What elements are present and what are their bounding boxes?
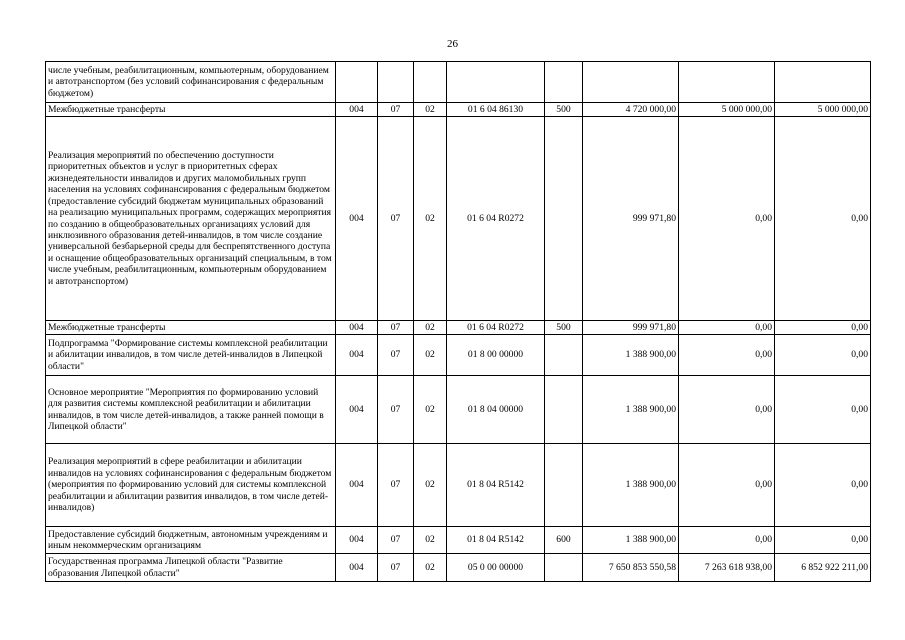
row-section-code: 07 bbox=[378, 335, 414, 376]
table-row bbox=[46, 117, 871, 321]
row-target-article: 05 0 00 00000 bbox=[447, 554, 545, 582]
row-name: числе учебным, реабилитационным, компьютерным, оборудованием и автотранспортом (без условий софинансирования с федеральным бюджетом) bbox=[46, 62, 336, 103]
row-subsection-code bbox=[414, 62, 447, 103]
row-amount-year-2: 0,00 bbox=[679, 376, 775, 444]
row-subsection-code: 02 bbox=[414, 117, 447, 321]
row-subsection-code: 02 bbox=[414, 444, 447, 527]
row-amount-year-3: 0,00 bbox=[775, 444, 871, 527]
budget-table bbox=[45, 61, 871, 582]
row-expense-type bbox=[545, 62, 583, 103]
row-section-code bbox=[378, 62, 414, 103]
table-row bbox=[46, 376, 871, 444]
row-name: Межбюджетные трансферты bbox=[46, 321, 336, 335]
row-target-article: 01 6 04 86130 bbox=[447, 103, 545, 117]
row-section-code: 07 bbox=[378, 444, 414, 527]
row-amount-year-3: 0,00 bbox=[775, 527, 871, 554]
row-amount-year-2: 0,00 bbox=[679, 527, 775, 554]
row-subsection-code: 02 bbox=[414, 321, 447, 335]
row-ministry-code bbox=[336, 62, 378, 103]
row-ministry-code: 004 bbox=[336, 335, 378, 376]
row-section-code: 07 bbox=[378, 376, 414, 444]
table-row bbox=[46, 554, 871, 582]
row-amount-year-1: 1 388 900,00 bbox=[583, 376, 679, 444]
row-name: Реализация мероприятий по обеспечению доступности приоритетных объектов и услуг в приоритетных сферах жизнедеятельности инвалидов и других маломобильных групп населения на условиях софинансирования с федеральным бюджетом (предоставление субсидий бюджетам муниципальных образований на реализацию муниципальных программ, содержащих мероприятия по созданию в общеобразовательных организациях условий для инклюзивного образования детей-инвалидов, в том числе создание универсальной безбарьерной среды для беспрепятственного доступа и оснащение общеобразовательных организаций специальным, в том числе учебным, реабилитационным, компьютерным оборудованием и автотранспортом) bbox=[46, 117, 336, 321]
row-subsection-code: 02 bbox=[414, 335, 447, 376]
table-row bbox=[46, 527, 871, 554]
table-row bbox=[46, 321, 871, 335]
row-target-article: 01 6 04 R0272 bbox=[447, 117, 545, 321]
row-amount-year-2: 7 263 618 938,00 bbox=[679, 554, 775, 582]
row-section-code: 07 bbox=[378, 103, 414, 117]
row-expense-type bbox=[545, 376, 583, 444]
row-amount-year-1 bbox=[583, 62, 679, 103]
table-row bbox=[46, 103, 871, 117]
row-section-code: 07 bbox=[378, 554, 414, 582]
row-amount-year-1: 7 650 853 550,58 bbox=[583, 554, 679, 582]
row-name: Реализация мероприятий в сфере реабилитации и абилитации инвалидов на условиях софинансирования с федеральным бюджетом (мероприятия по формированию условий для системы комплексной реабилитации и абилитации развития инвалидов, в том числе детей-инвалидов) bbox=[46, 444, 336, 527]
row-expense-type bbox=[545, 117, 583, 321]
row-amount-year-3: 5 000 000,00 bbox=[775, 103, 871, 117]
row-amount-year-3: 0,00 bbox=[775, 117, 871, 321]
page-number: 26 bbox=[447, 38, 458, 50]
row-amount-year-1: 1 388 900,00 bbox=[583, 527, 679, 554]
row-amount-year-2 bbox=[679, 62, 775, 103]
row-target-article: 01 6 04 R0272 bbox=[447, 321, 545, 335]
row-target-article: 01 8 04 R5142 bbox=[447, 444, 545, 527]
row-ministry-code: 004 bbox=[336, 321, 378, 335]
row-expense-type bbox=[545, 335, 583, 376]
row-ministry-code: 004 bbox=[336, 376, 378, 444]
row-amount-year-2: 0,00 bbox=[679, 335, 775, 376]
row-amount-year-1: 999 971,80 bbox=[583, 321, 679, 335]
row-amount-year-1: 999 971,80 bbox=[583, 117, 679, 321]
table-row bbox=[46, 335, 871, 376]
row-ministry-code: 004 bbox=[336, 554, 378, 582]
row-section-code: 07 bbox=[378, 117, 414, 321]
row-target-article bbox=[447, 62, 545, 103]
row-ministry-code: 004 bbox=[336, 527, 378, 554]
row-expense-type bbox=[545, 554, 583, 582]
row-name: Межбюджетные трансферты bbox=[46, 103, 336, 117]
row-ministry-code: 004 bbox=[336, 103, 378, 117]
row-subsection-code: 02 bbox=[414, 527, 447, 554]
row-amount-year-3: 0,00 bbox=[775, 376, 871, 444]
row-amount-year-3 bbox=[775, 62, 871, 103]
row-target-article: 01 8 04 R5142 bbox=[447, 527, 545, 554]
row-expense-type bbox=[545, 444, 583, 527]
row-ministry-code: 004 bbox=[336, 117, 378, 321]
row-amount-year-1: 1 388 900,00 bbox=[583, 335, 679, 376]
row-amount-year-1: 4 720 000,00 bbox=[583, 103, 679, 117]
row-ministry-code: 004 bbox=[336, 444, 378, 527]
row-name: Основное мероприятие "Мероприятия по формированию условий для развития системы комплексной реабилитации и абилитации инвалидов, в том числе детей-инвалидов, а также ранней помощи в Липецкой области" bbox=[46, 376, 336, 444]
row-section-code: 07 bbox=[378, 321, 414, 335]
row-subsection-code: 02 bbox=[414, 103, 447, 117]
row-name: Государственная программа Липецкой области "Развитие образования Липецкой области" bbox=[46, 554, 336, 582]
row-amount-year-2: 0,00 bbox=[679, 444, 775, 527]
row-expense-type: 500 bbox=[545, 321, 583, 335]
row-expense-type: 500 bbox=[545, 103, 583, 117]
row-target-article: 01 8 00 00000 bbox=[447, 335, 545, 376]
row-target-article: 01 8 04 00000 bbox=[447, 376, 545, 444]
row-name: Предоставление субсидий бюджетным, автономным учреждениям и иным некоммерческим организациям bbox=[46, 527, 336, 554]
row-subsection-code: 02 bbox=[414, 554, 447, 582]
table-row bbox=[46, 444, 871, 527]
row-amount-year-1: 1 388 900,00 bbox=[583, 444, 679, 527]
row-expense-type: 600 bbox=[545, 527, 583, 554]
row-subsection-code: 02 bbox=[414, 376, 447, 444]
row-section-code: 07 bbox=[378, 527, 414, 554]
row-amount-year-3: 6 852 922 211,00 bbox=[775, 554, 871, 582]
table-row bbox=[46, 62, 871, 103]
row-amount-year-2: 5 000 000,00 bbox=[679, 103, 775, 117]
row-amount-year-2: 0,00 bbox=[679, 321, 775, 335]
row-amount-year-3: 0,00 bbox=[775, 321, 871, 335]
row-name: Подпрограмма "Формирование системы комплексной реабилитации и абилитации инвалидов, в том числе детей-инвалидов в Липецкой области" bbox=[46, 335, 336, 376]
row-amount-year-3: 0,00 bbox=[775, 335, 871, 376]
row-amount-year-2: 0,00 bbox=[679, 117, 775, 321]
